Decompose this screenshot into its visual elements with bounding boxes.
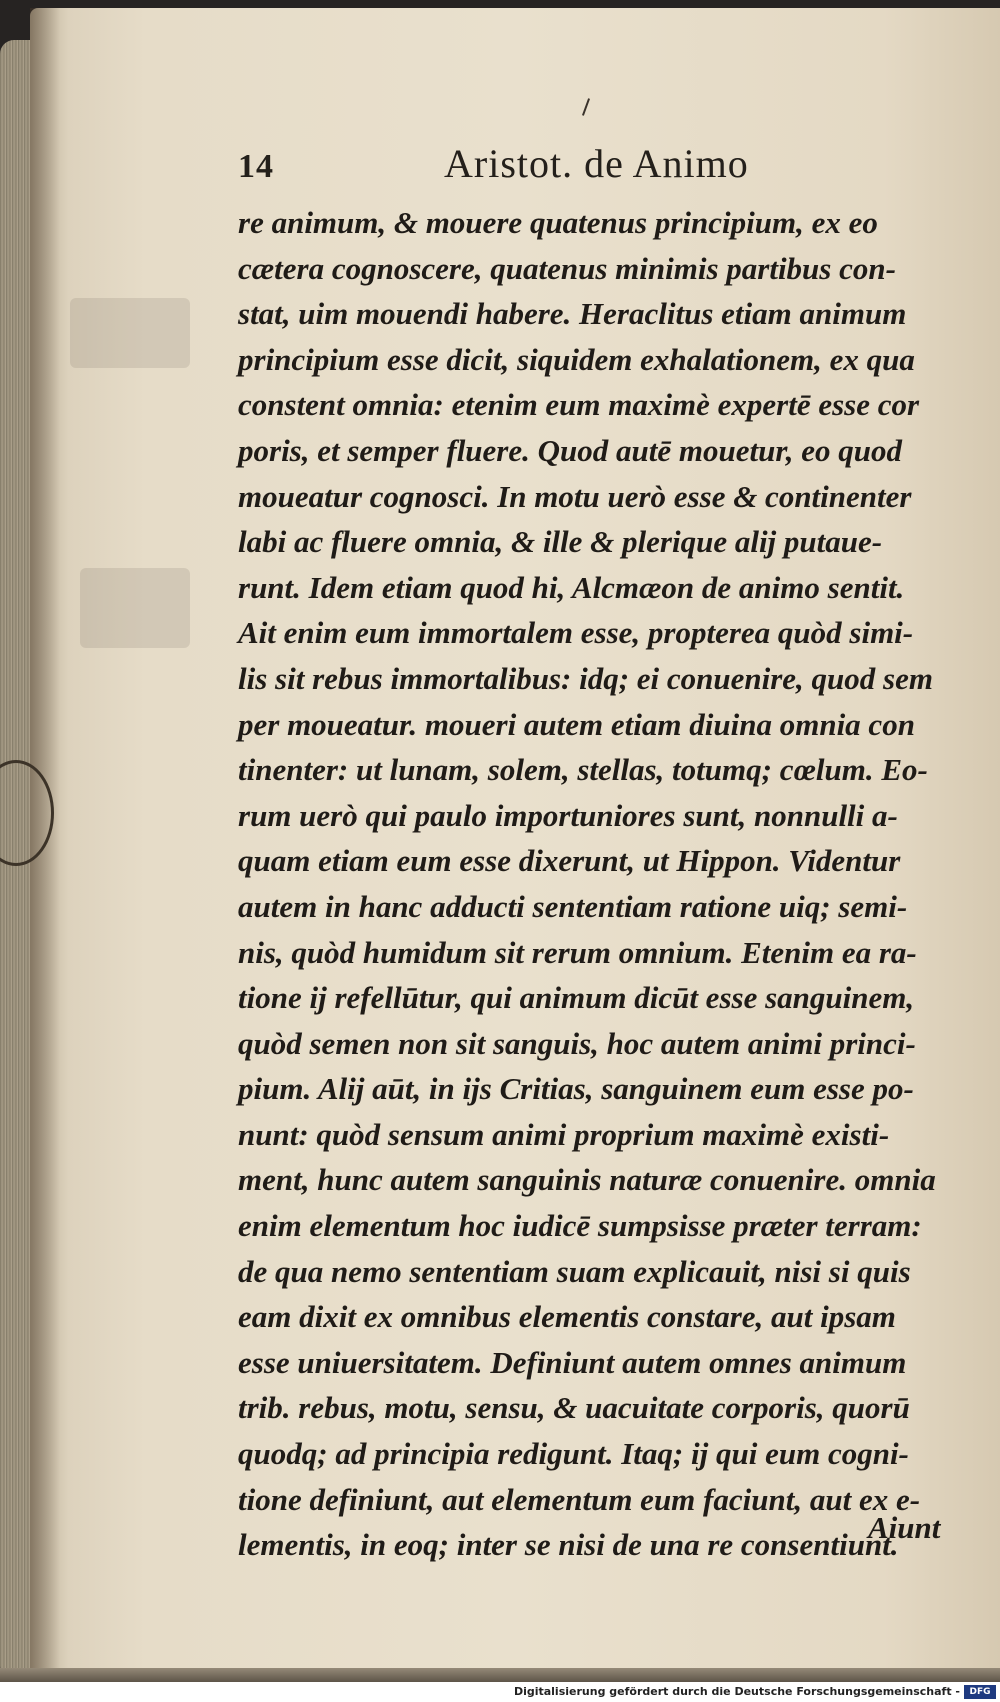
page-bottom-edge xyxy=(0,1668,1000,1682)
text-line: Ait enim eum immortalem esse, propterea quòd simi- xyxy=(238,615,914,651)
text-line: tinenter: ut lunam, solem, stellas, totumq; cœlum. Eo- xyxy=(238,752,928,788)
text-line: poris, et semper fluere. Quod autē mouetur, eo quod xyxy=(238,432,902,468)
text-line: principium esse dicit, siquidem exhalationem, ex qua xyxy=(238,341,915,377)
text-line: runt. Idem etiam quod hi, Alcmæon de animo sentit. xyxy=(238,569,905,605)
text-line: ment, hunc autem sanguinis naturæ conuenire. omnia xyxy=(238,1162,936,1198)
text-line: lementis, in eoq; inter se nisi de una re consentiunt. xyxy=(238,1527,899,1563)
text-line: tione definiunt, aut elementum eum faciunt, aut ex e- xyxy=(238,1481,921,1517)
text-line: pium. Alij aūt, in ijs Critias, sanguinem eum esse po- xyxy=(238,1071,914,1107)
text-line: nunt: quòd sensum animi proprium maximè existi- xyxy=(238,1116,890,1152)
text-line: labi ac fluere omnia, & ille & plerique alij putaue- xyxy=(238,524,883,560)
text-line: quam etiam eum esse dixerunt, ut Hippon. Videntur xyxy=(238,843,901,879)
text-line: trib. rebus, motu, sensu, & uacuitate corporis, quorū xyxy=(238,1390,910,1426)
digitization-footer xyxy=(0,1682,1000,1702)
catchword: Aiunt xyxy=(868,1510,941,1545)
text-line: tione ij refellūtur, qui animum dicūt esse sanguinem, xyxy=(238,980,915,1016)
text-line: rum uerò qui paulo importuniores sunt, nonnulli a- xyxy=(238,797,898,833)
text-line: enim elementum hoc iudicē sumpsisse præter terram: xyxy=(238,1208,922,1244)
page-number: 14 xyxy=(238,148,274,185)
text-line: re animum, & mouere quatenus principium, ex eo xyxy=(238,205,878,240)
running-title: Aristot. de Animo xyxy=(444,141,749,186)
text-line: esse uniuersitatem. Definiunt autem omnes animum xyxy=(238,1344,907,1380)
running-head xyxy=(238,140,798,190)
funding-credit: Digitalisierung gefördert durch die Deutsche Forschungsgemeinschaft - xyxy=(513,1685,960,1698)
text-line: per moueatur. moueri autem etiam diuina omnia con xyxy=(238,706,915,742)
ink-offset-mark xyxy=(80,568,190,648)
text-line: stat, uim mouendi habere. Heraclitus etiam animum xyxy=(238,296,907,332)
dfg-logo: DFG xyxy=(964,1685,996,1699)
text-line: moueatur cognosci. In motu uerò esse & continenter xyxy=(238,478,912,514)
text-line: de qua nemo sententiam suam explicauit, nisi si quis xyxy=(238,1253,911,1289)
text-line: constent omnia: etenim eum maximè expertē esse cor xyxy=(238,387,920,423)
text-line: eam dixit ex omnibus elementis constare, aut ipsam xyxy=(238,1299,896,1335)
ink-offset-mark xyxy=(70,298,190,368)
text-line: lis sit rebus immortalibus: idq; ei conuenire, quod sem xyxy=(238,660,933,696)
text-line: autem in hanc adducti sententiam ratione uiq; semi- xyxy=(238,888,908,924)
text-line: nis, quòd humidum sit rerum omnium. Etenim ea ra- xyxy=(238,934,917,970)
body-text xyxy=(238,200,950,1568)
text-line: quòd semen non sit sanguis, hoc autem animi princi- xyxy=(238,1025,916,1061)
text-line: cætera cognoscere, quatenus minimis partibus con- xyxy=(238,250,896,286)
text-line: quodq; ad principia redigunt. Itaq; ij qui eum cogni- xyxy=(238,1436,909,1472)
